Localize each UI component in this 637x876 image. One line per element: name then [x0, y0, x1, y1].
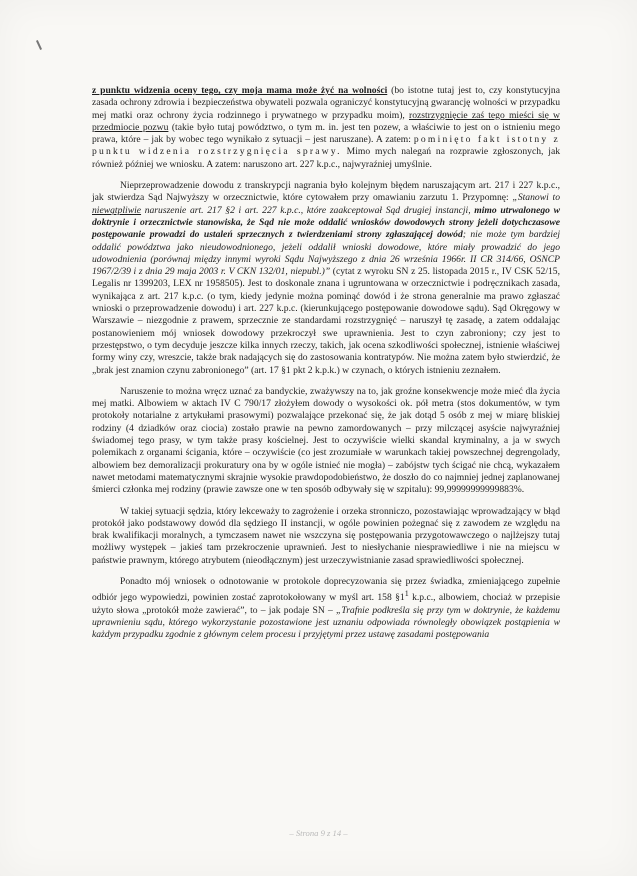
paragraph-2 [92, 180, 560, 377]
text-run: (cytat z wyroku SN z 25. listopada 2015 r., IV CSK 52/15, Legalis nr 1399203, LEX nr 1958505). Jest to doskonale znana i ugruntowana w orzecznictwie i podręcznikach zasada, wynikająca z art. 217 k.p.c. (o tym, kiedy jedynie można pominąć dowód i że strona generalnie ma prawo zgłaszać wnioski o przeprowadzenie dowodu) i art. 227 k.p.c. (kierunkującego postępowanie dowodowe sądu). Sąd Okręgowy w Warszawie – niezgodnie z prawem, sprzecznie ze standardami rozstrzygnięć – naruszył tę zasadę, a zatem oddalając postanowieniem mój wniosek dowodowy przekroczył swe uprawnienia. Jest to czyn zabroniony; czy jest to przestępstwo, o tym decyduje jeszcze kilka innych rzeczy, takich, jak ocena szkodliwości społecznej, istnienie właściwej formy winy czy, wreszcie, także brak nadających się do zastosowania kontratypów. Nie można zatem było stwierdzić, że „brak jest znamion czynu zabronionego” (art. 17 §1 pkt 2 k.p.k.) w czynach, o których istnieniu zeznałem. [92, 266, 560, 376]
quote-run: naruszenie art. 217 §2 i art. 227 k.p.c., które zaakceptował Sąd drugiej instancji, [141, 204, 475, 216]
quote-run: ; nie może tym bardziej oddalić powództwa jako nieudowodnionego, jeżeli oddalił wnioski dowodowe, które miały prowadzić do jego udowodnienia (porównaj między innymi wyroki Sądu Najwyższego z dnia 26 września 1966r. II CR 314/66, OSNCP 1967/2/39 i z dnia 29 maja 2003 r. V CKN 132/01, niepubl.)” [92, 229, 561, 278]
underlined-quote-word: niewątpliwie [92, 204, 142, 216]
spaced-phrase: pominięto fakt istotny z punktu widzenia rozstrzygnięcia sprawy. [92, 134, 560, 158]
paragraph-5 [92, 576, 560, 642]
bold-quote-run: mimo utrwalonego w doktrynie i orzecznictwie stanowiska, że Sąd nie może oddalić wniosków dowodowych strony jeżeli dotychczasowe postępowanie prowadzi do ustaleń sprzecznych z twierdzeniami strony zgłaszającej dowód [92, 204, 560, 241]
bold-underlined-phrase: z punktu widzenia oceny tego, czy moja mama może żyć na wolności [92, 85, 388, 96]
text-run: Nieprzeprowadzenie dowodu z transkrypcji nagrania było kolejnym błędem naruszającym art. 217 i 227 k.p.c., jak stwierdza Sąd Najwyższy w orzecznictwie, które cytowałem przy omawianiu zarzutu 1. Przypomnę: [92, 180, 560, 204]
text-run: (bo istotne tutaj jest to, czy konstytucyjna zasada ochrony zdrowia i bezpieczeństwa obywateli pozwala ograniczyć konstytucyjną gwarancję wolności w przypadku mej matki oraz ochrony życia rodzinnego i prywatnego w przypadku moim), [92, 85, 560, 121]
text-run: Ponadto mój wniosek o odnotowanie w protokole doprecyzowania się przez świadka, zmieniającego zupełnie odbiór jego wypowiedzi, powinien zostać zaprotokołowany w myśl art. 158 §1 [92, 575, 560, 604]
underlined-phrase: rozstrzygnięcie zaś tego mieści się w przedmiocie pozwu [92, 109, 560, 133]
superscript: 1 [404, 589, 409, 599]
paragraph-3 [92, 386, 560, 497]
quote-run: „Stanowi to [512, 192, 560, 204]
page-body [92, 85, 560, 651]
text-run: Mimo mych nalegań na rozprawie zgłoszonych, jak również później we wniosku. A zatem: naruszono art. 227 k.p.c., najwyraźniej umyślnie. [92, 146, 561, 170]
text-run: k.p.c., albowiem, chociaż w przepisie użyto słowa „protokół może zawierać”, to – jak podaje SN – [92, 592, 560, 616]
quote-run: „Trafnie podkreśla się przy tym w doktrynie, że każdemu uprawnieniu sądu, którego wykorzystanie pozostawione jest uznaniu odpowiada równoległy obowiązek postąpienia w każdym przypadku zgodnie z głównym celem procesu i przyjętymi przez ustawę zasadami postępowania [92, 604, 560, 641]
paragraph-1 [92, 85, 560, 171]
text-run: (takie było tutaj powództwo, o tym m. in. jest ten pozew, a właściwie to jest on o istnieniu mego prawa, które – jak by wobec tego wynikało z sytuacji – jest naruszane). A zatem: [92, 121, 560, 146]
text-run: Naruszenie to można wręcz uznać za bandyckie, zważywszy na to, jak groźne konsekwencje może mieć dla życia mej matki. Albowiem w aktach IV C 790/17 złożyłem dowody o wysokości ok. pół metra (stos dokumentów, w tym protokoły notarialne z artykułami prasowymi) pozwalające przekonać się, że jak dotąd 5 osób z mej w miarę bliskiej rodziny (4 dziadków oraz ciocia) zostało prawie na pewno zamordowanych – przy milczącej asyście najwyraźniej świadomej tego prasy, w tym także prasy kościelnej. Jest to oczywiście wielki skandal kryminalny, a ja w swych polemikach z organami ścigania, które – oczywiście (co jest zrozumiałe w warunkach takiej powszechnej degrengolady, albowiem bez demoralizacji prokuratury ona by w ogóle istnieć nie mogła) – zabójstw tych ścigać nie chcą, wykazałem nawet metodami matematycznymi skrajnie wysokie prawdopodobieństwo, że doszło do co najmniej jednej zaplanowanej śmierci członka mej rodziny (prawie zawsze one w ten sposób odbywały się w szpitalu): 99,99999999999883%. [92, 385, 560, 496]
paragraph-4 [92, 506, 560, 567]
text-run: W takiej sytuacji sędzia, który lekceważy to zagrożenie i orzeka stronniczo, pozostawiając wprowadzający w błąd protokół jako podstawowy dowód dla sędziego II instancji, w ogóle powinien pożegnać się z zawodem ze względu na brak kwalifikacji moralnych, a tymczasem nawet nie wszczyna się postępowania przygotowawczego o najlżejszy tutaj możliwy występek – jakieś tam przekroczenie uprawnień. Jest to niesłychanie niesprawiedliwe i nie na miejscu w państwie prawnym, którego atrybutem (nieodłącznym) jest urzeczywistnianie zasad sprawiedliwości społecznej. [92, 505, 560, 566]
page-number-footer: – Strona 9 z 14 – [289, 828, 348, 838]
scan-mark [36, 40, 42, 50]
